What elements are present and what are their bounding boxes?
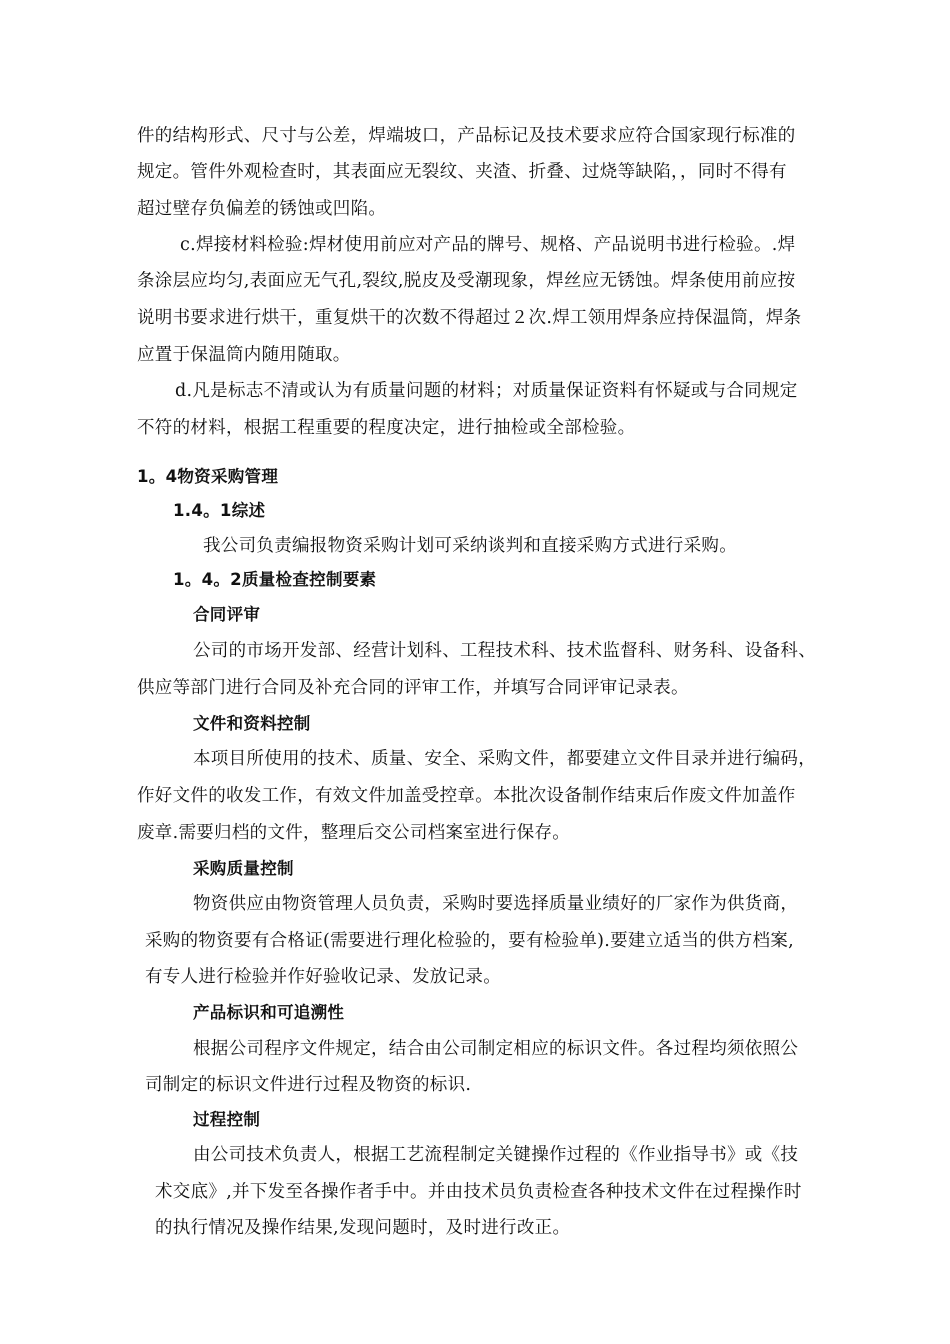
text-line: 说明书要求进行烘干，重复烘干的次数不得超过２次.焊工领用焊条应持保温筒，焊条: [137, 308, 802, 328]
contract-review-heading: 合同评审: [193, 605, 261, 624]
traceability-heading: 产品标识和可追溯性: [193, 1003, 345, 1022]
text-line: 本项目所使用的技术、质量、安全、采购文件，都要建立文件目录并进行编码，: [193, 749, 816, 769]
text-line: 供应等部门进行合同及补充合同的评审工作，并填写合同评审记录表。: [137, 678, 689, 698]
procurement-quality-heading: 采购质量控制: [193, 859, 294, 878]
section-heading-1-4: 1。4物资采购管理: [137, 467, 279, 486]
text-line: 废章.需要归档的文件，整理后交公司档案室进行保存。: [137, 823, 571, 843]
text-line: 条涂层应均匀,表面应无气孔,裂纹,脱皮及受潮现象，焊丝应无锈蚀。焊条使用前应按: [137, 271, 796, 291]
subsection-heading-1-4-2: 1。4。2质量检查控制要素: [173, 570, 377, 589]
text-line: 由公司技术负责人，根据工艺流程制定关键操作过程的《作业指导书》或《技: [193, 1145, 799, 1165]
subsection-heading-1-4-1: 1.4。1综述: [173, 501, 266, 520]
text-line: 不符的材料，根据工程重要的程度决定，进行抽检或全部检验。: [137, 418, 636, 438]
overview-text: 我公司负责编报物资采购计划可采纳谈判和直接采购方式进行采购。: [203, 536, 737, 556]
text-line: 术交底》,并下发至各操作者手中。并由技术员负责检查各种技术文件在过程操作时: [155, 1182, 802, 1202]
text-line: 作好文件的收发工作，有效文件加盖受控章。本批次设备制作结束后作废文件加盖作: [137, 786, 796, 806]
process-control-heading: 过程控制: [193, 1110, 261, 1129]
doc-control-heading: 文件和资料控制: [193, 714, 311, 733]
text-line: c.焊接材料检验:焊材使用前应对产品的牌号、规格、产品说明书进行检验。.焊: [180, 235, 796, 255]
text-line: 采购的物资要有合格证(需要进行理化检验的，要有检验单).要建立适当的供方档案,: [145, 931, 794, 951]
text-line: 应置于保温筒内随用随取。: [137, 345, 351, 365]
text-line: 件的结构形式、尺寸与公差，焊端坡口，产品标记及技术要求应符合国家现行标准的: [137, 126, 796, 146]
text-line: d.凡是标志不清或认为有质量问题的材料；对质量保证资料有怀疑或与合同规定: [175, 381, 798, 401]
text-line: 司制定的标识文件进行过程及物资的标识.: [145, 1075, 472, 1095]
text-line: 有专人进行检验并作好验收记录、发放记录。: [145, 967, 501, 987]
text-line: 公司的市场开发部、经营计划科、工程技术科、技术监督科、财务科、设备科、: [193, 641, 816, 661]
text-line: 规定。管件外观检查时，其表面应无裂纹、夹渣、折叠、过烧等缺陷，，同时不得有: [137, 162, 787, 182]
text-line: 的执行情况及操作结果,发现问题时，及时进行改正。: [155, 1218, 571, 1238]
text-line: 根据公司程序文件规定，结合由公司制定相应的标识文件。各过程均须依照公: [193, 1039, 799, 1059]
text-line: 物资供应由物资管理人员负责，采购时要选择质量业绩好的厂家作为供货商，: [193, 894, 799, 914]
text-line: 超过壁存负偏差的锈蚀或凹陷。: [137, 199, 387, 219]
